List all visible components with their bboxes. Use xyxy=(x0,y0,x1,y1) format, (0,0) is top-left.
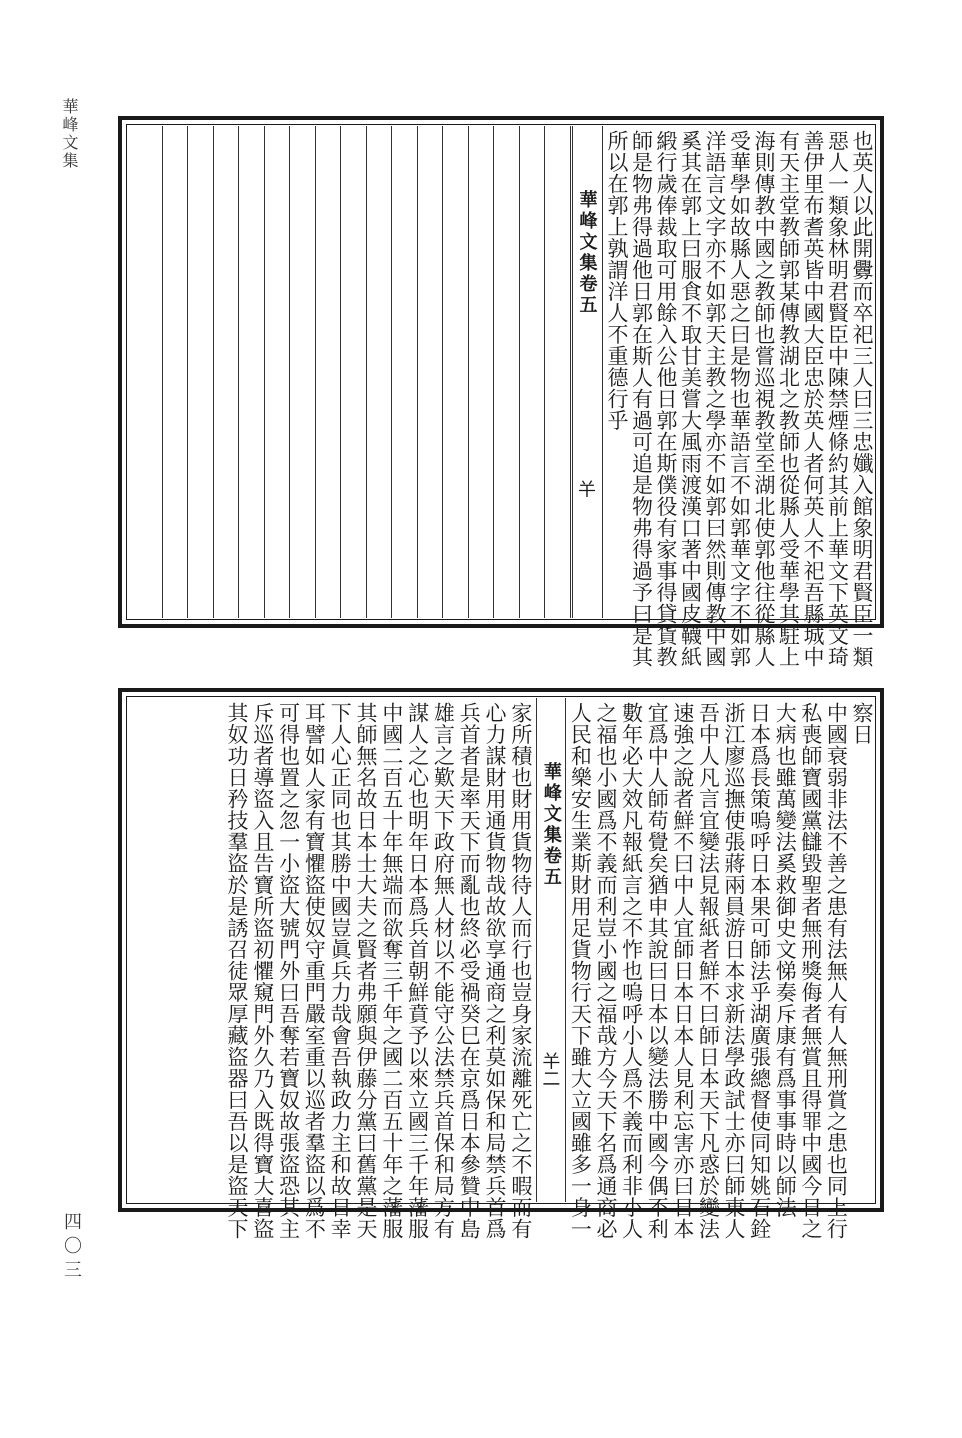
column-rule xyxy=(187,126,188,618)
column-rule xyxy=(570,126,571,618)
text-column: 兵首者是率天下而亂也終必受禍癸巳在京爲日本參贊中島 xyxy=(457,702,482,1240)
text-column: 洋語言文字亦不如郭天主教之學亦不如郭曰然則傳教中國 xyxy=(703,130,727,668)
text-column: 受華學如故縣人惡之曰是物也華語言不如郭華文字不如郭 xyxy=(727,130,752,668)
text-column: 有天主堂教師郭某傳教湖北之教師也從縣人受華學其駐上 xyxy=(776,130,801,668)
text-column: 師是物弗得過他日郭在斯人有過可追是物弗得過予曰是其 xyxy=(629,130,654,668)
top-text-block xyxy=(118,116,884,668)
text-column: 善伊里布耆英皆中國大臣忠於英人者何英人不祀吾縣城中 xyxy=(801,130,825,668)
text-column: 之福也小國爲不義而利豈小國之福哉方今天下名爲通商必 xyxy=(594,702,618,1240)
text-column: 中國二百五十年無端而欲奪三千年之國二百五十年之藩服 xyxy=(379,702,404,1240)
column-rule xyxy=(417,126,418,618)
column-rule xyxy=(162,126,163,618)
text-column: 其師無名故日本士大夫之賢者弗願與伊藤分黨曰舊黨是天 xyxy=(354,702,378,1240)
text-column: 雄言之歎天下政府無人材以不能守公法禁兵首保和局方有 xyxy=(431,702,456,1240)
column-rule xyxy=(565,698,566,1202)
text-column: 緞行歲俸裁取可用餘入公他日郭在斯僕役有家事得貸貨教 xyxy=(654,130,678,668)
text-column: 速強之說者鮮不曰中人宜師日本日本人見利忘害亦曰日本 xyxy=(670,702,695,1240)
text-column: 數年必大效凡報紙言之不怍也嗚呼小人爲不義而利非小人 xyxy=(619,702,644,1240)
text-column: 大病也雖萬變法奚救御史文悌奏斥康有爲事事時以師法 xyxy=(773,702,798,1218)
text-column: 謀人之心也明年日本爲兵首朝鮮賁予以來立國三千年藩服 xyxy=(405,702,430,1240)
text-column: 浙江廖巡撫使張蔣兩員游日本求新法學政試士亦曰師東人 xyxy=(722,702,746,1240)
text-column: 海則傳教中國之教師也嘗巡視教堂至湖北使郭他往從縣人 xyxy=(752,130,776,668)
column-rule xyxy=(366,126,367,618)
column-rule xyxy=(442,126,443,618)
column-rule xyxy=(238,126,239,618)
column-rule xyxy=(340,126,341,618)
page-number: 四〇三 xyxy=(61,1212,82,1284)
text-column: 耳譬如人家有寶懼盜使奴守重門嚴室重以巡者羣盜以爲不 xyxy=(302,702,327,1240)
leaf-number-mark: 𢆉 xyxy=(575,480,597,498)
text-column: 中國衰弱非法不善之患有法無人有人無刑賞之患也同上行 xyxy=(824,702,849,1240)
column-rule xyxy=(519,126,520,618)
text-column: 家所積也財用貨物待人而行也豈身家流離死亡之不暇而有 xyxy=(508,702,533,1240)
text-column: 所以在郭上孰謂洋人不重德行乎 xyxy=(605,130,629,431)
text-column: 下人心正同也其勝中國豈眞兵力哉會吾執政力主和故日幸 xyxy=(328,702,353,1240)
column-rule xyxy=(315,126,316,618)
collection-title-label: 華峰文集 xyxy=(60,98,79,170)
text-column: 奚其在郭上曰服食不取甘美嘗大風雨渡漢口著中國皮韈紙 xyxy=(678,130,703,668)
text-column: 可得也置之忽一小盜大號門外曰吾奪若寶奴故張盜恐其主 xyxy=(276,702,301,1240)
column-rule xyxy=(213,126,214,618)
column-rule xyxy=(468,126,469,618)
text-column: 其奴功日矜技羣盜於是誘召徒眾厚藏盜器曰吾以是盜天下 xyxy=(225,702,249,1240)
column-rule xyxy=(493,126,494,618)
text-column: 日本爲長策嗚呼日本果可師法乎湖廣張總督使同知姚石銓 xyxy=(747,702,772,1240)
text-column: 也英人以此開釁而卒祀三人曰三忠孅入館象明君賢臣一類 xyxy=(850,130,874,668)
book-title-column: 華峰文集卷五 xyxy=(540,762,562,888)
column-rule xyxy=(289,126,290,618)
column-rule xyxy=(602,126,603,618)
text-column: 吾中人凡言宜變法見報紙者鮮不曰師日本天下凡惑於變法 xyxy=(696,702,721,1240)
text-column: 心力謀財用通貨物哉故欲享通商之利莫如保和局禁兵首爲 xyxy=(483,702,507,1240)
section-heading-column: 察日 xyxy=(850,702,874,745)
text-column: 惡人一類象林明君賢臣中陳禁煙條約其前上華文下英文琦 xyxy=(825,130,850,668)
column-rule xyxy=(572,126,573,618)
column-rule xyxy=(391,126,392,618)
leaf-number-mark: 𢆉二 xyxy=(539,1052,561,1088)
column-rule xyxy=(264,126,265,618)
text-column: 宜爲中人師苟覺矣猶申其說曰日本以變法勝中國今偶不利 xyxy=(645,702,670,1240)
text-column: 私喪師寶國黨讎毀聖者無刑獎侮者無賞且得罪中國今日之 xyxy=(798,702,823,1240)
bottom-text-block xyxy=(118,688,884,1240)
book-title-column: 華峰文集卷五 xyxy=(576,190,598,316)
text-column: 斥巡者導盜入且告寶所盜初懼窺門外久乃入既得寶大喜盜 xyxy=(250,702,275,1240)
column-rule xyxy=(536,698,537,1202)
text-column: 人民和樂安生業斯財用足貨物行天下雖大立國雖多一身一 xyxy=(568,702,593,1240)
column-rule xyxy=(544,126,545,618)
